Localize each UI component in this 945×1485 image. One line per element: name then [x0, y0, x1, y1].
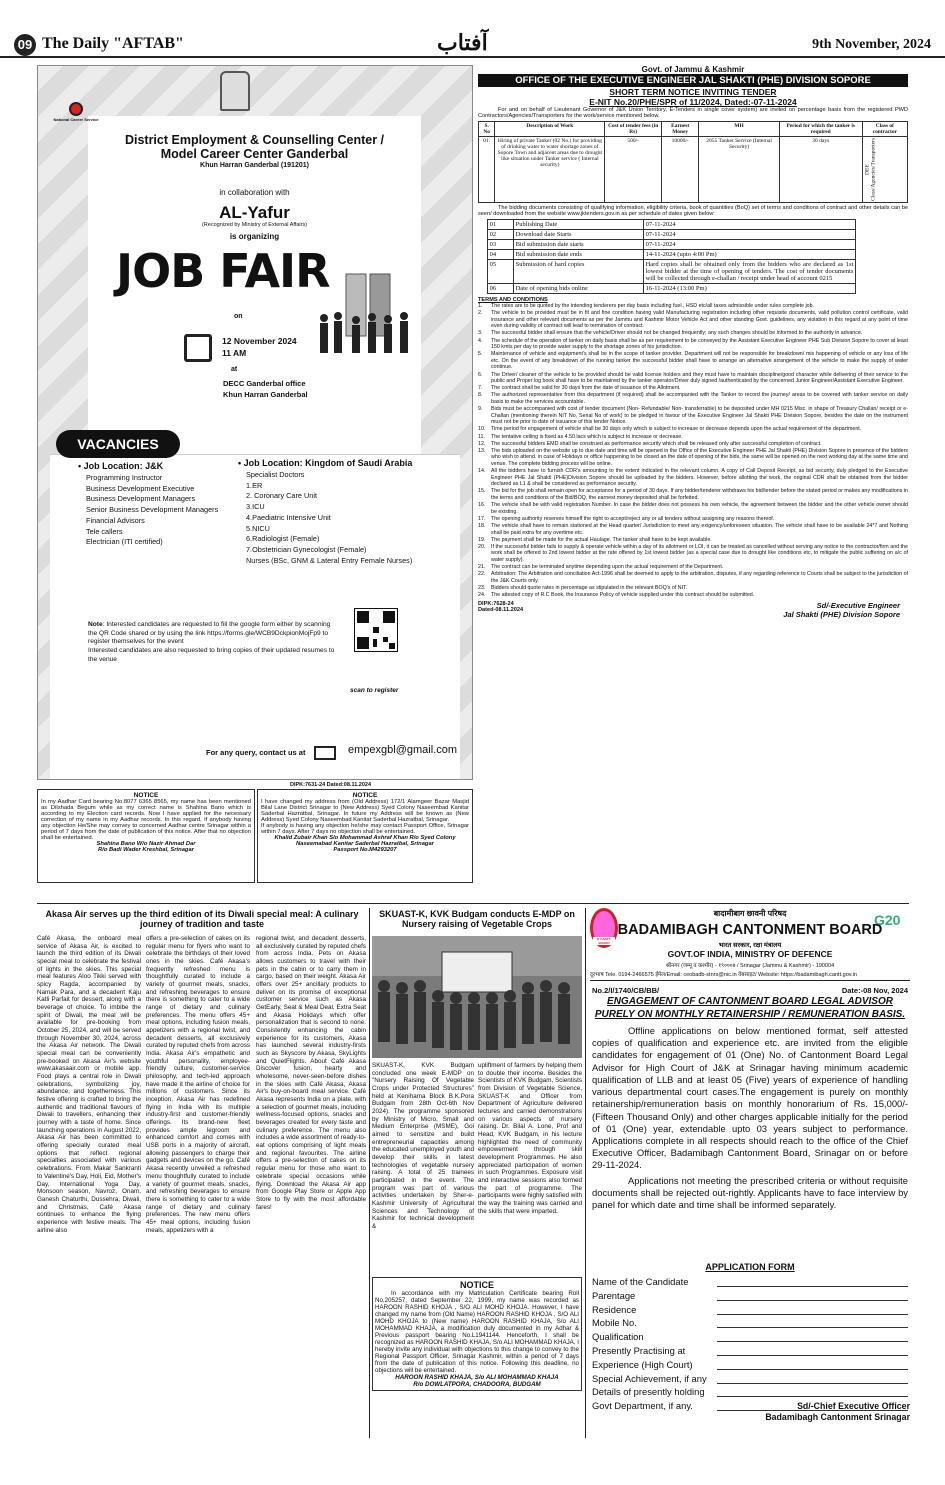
table-cell: Bid submission date ends [513, 250, 643, 260]
cb-para-1: Offline applications on below mentioned format, self attested copies of qualification and experience etc. are invited from the eligible candidates for engagement of 01 (One) No. of Cantonment Board Legal Advisor for High Court of J&K at Srinagar having minimum academic qualification of LLB and at least 05 (Five) years of experience of handling various departmental court cases.The engagement is purely on monthly retainership/remuneration basis on monthly honorarium of Rs. 15,000/- (Fifteen Thousand Only) and other charges applicable initially for the period of 01 (One) year, extendable upto 03 years subject to performance. Applications complete in all respects should reach to the office of the Chief Executive Officer, Badamibagh Cantonment Board, Srinagar on or before 29-11-2024. [592, 1025, 908, 1171]
term-item [478, 488, 908, 501]
application-form-title: APPLICATION FORM [705, 1262, 795, 1272]
notice-title: NOTICE [133, 792, 159, 799]
notice-body: I have changed my address from (Old Address) 172/1 Alamgeer Bazar Masjid Bilal Lane District Srinagar to (New Address) Syed Colony Naseembad Kanitar Saderbal Hazratbal, Srinagar. In future my Address will be known as (New Address) Syed Colony Naseembad Kanitar Saderbal Hazratbal, Srinagar. [261, 799, 469, 823]
cb-contact[interactable]: दूरभाष Tele. 0194-2466575 ईमेल/Email: ceobadb-stnrs@nic.in वेबसाइट/ Website: https://badamibagh.cantt.gov.in [590, 970, 910, 981]
tender-notice [478, 65, 908, 897]
divider [369, 908, 370, 1438]
form-field [592, 1358, 908, 1372]
field-label: Presently Practising at [592, 1344, 686, 1356]
cb-address: श्रीनगर (जम्मू व कश्मीर) - १९०००४ / Srinagar (Jammu & Kashmir) - 190004 [665, 963, 835, 969]
ncs-label: National Career Service [53, 117, 99, 122]
column-header: Description of Work [495, 122, 605, 137]
term-item [478, 330, 908, 337]
term-number: 13. [478, 447, 486, 454]
term-text: Bidders should quote rates in percentage as stipulated in the relevant BOQ's of NIT. [491, 584, 688, 591]
email-icon [314, 746, 336, 760]
masthead-logo: آفتاب [437, 30, 488, 56]
table-cell: 2055 Tanker Service (Internal Security) [699, 137, 780, 203]
table-cell: Hard copies shall be obtained only from the bidders who are declared as 1st lowest bidder at the time of opening of tenders. The cost of tender documents will be collected through e-challan / receipt under head of account 0215 [643, 260, 856, 284]
term-number: 2. [478, 310, 483, 317]
term-text: The opening authority reserves himself the right to accept/reject any or all tenders without assigning any reasons thereof. [491, 515, 775, 522]
page-number: 09 [14, 34, 36, 56]
tender-short-title: SHORT TERM NOTICE INVITING TENDER [609, 87, 777, 97]
table-cell: Download date Starts [513, 230, 643, 240]
term-item [478, 523, 908, 536]
tender-intro: For and on behalf of Lieutenant Governor of J&K Union Territory, E-Tenders in single cover system) are invited on percentage basis from the registered PWD Contractors/Agencies/Transporters for the work/service mentioned below. [478, 107, 908, 119]
term-number: 18. [478, 523, 486, 529]
list-item: Electrician (ITI certified) [86, 537, 163, 547]
cb-signature: Sd/-Chief Executive Officer Badamibagh Cantonment Srinagar [765, 1401, 910, 1423]
note-text: : Interested candidates are requested to fill the google form either by scanning the QR Code shared or by using the link https://forms.gle/WCB9DckpionMojFp9 to register themselves for the event [88, 621, 331, 646]
field-label: Qualification [592, 1331, 644, 1343]
venue-line-1: DECC Ganderbal office [223, 379, 306, 388]
org-address: Khun Harran Ganderbal (191201) [200, 162, 309, 169]
notice-body: In my Aadhar Card bearing No.8077 6365 8565, my name has been mentioned as Dilshada Begum while as my correct name is Shahina Bano which is according to my Election card records. Now I have applied for the necessary correction of my name in my Aadhar records. In this regard, if anybody having any objection He/She may convey to concerned Aadhar centre Srinagar within a period of 7 days from the date of publication of this notice. After that no objection shall be entertained. [41, 799, 251, 841]
term-text: The vehicle shall have to remain stationed at the Head quarter/ Jurisdiction to meet any exigency/unforeseen situation. The vehicle shall have to be available 24*7 and Nothing shall be paid extra for any overtime etc. [491, 523, 908, 536]
skuast-headline[interactable]: SKUAST-K, KVK Budgam conducts E-MDP on Nursery raising of Vegetable Crops [379, 909, 575, 930]
term-item [478, 385, 908, 392]
cantonment-board-ad [590, 908, 910, 1438]
form-field [592, 1330, 908, 1344]
term-text: The vehicle to be provided must be in fit and fine condition having valid Manufacturing registration including other requisite documents, valid pollution control certificate, valid insurance and other relevant documents as per the Jammu and Kashmir Motor Vehicle Act and other standing Govt. guidelines, any violation in this regard at any point of time even during validity of contract will lead to termination of contract. [491, 310, 908, 330]
term-text: All the bidders have to furnish CDR's amounting to the extent indicated in the relevant column. A copy of Call Deposit Receipt, as bid security, duly pledged to the Executive Engineer PHE Jal Shakti (PHE)Division Sopore should be uploaded by the bidders. However, before allotting the work, the original CDR shall be obtained from the bidder declared as L1 & shall be considered as performance security. [491, 468, 908, 488]
term-text: If the successful bidder fails to supply & operate vehicle within a day of its allotment or LOI, it can be treated as cancelled without serving any notice to the contractor/firm and the work shall be offered to 2nd lowest bidder at the rate offered by 1st lowest bidder (as a special case due to drought like conditions etc, to mitigate the public suffering on a/c of water supply). [491, 543, 908, 564]
skuast-column-1: SKUAST-K, KVK Budgam concluded one week E-MDP on "Nursery Raising Of Vegetable Crops under Protected Structures" held at Kenihama Block B.K.Pora Budgam from 28th Oct-6th Nov 2024). The programme sponsored by Ministry of Micro, Small and Medium Enterprise (MSME), Goi aimed to sensitize and build entrepreneurial capacities among the educated unemployed youth and develop their skills in latest technologies of vegetable nursery raising. A total of 25 trainees participated in the event. The program was part of various activities undertaken by Sher-e-Kashmir University of Agricultural Sciences and Technology of Kashmir for technical development & [372, 1062, 474, 1231]
sa-list [238, 470, 418, 566]
column-header: Class of contractor [862, 122, 907, 137]
field-label: Name of the Candidate [592, 1276, 689, 1287]
list-item: Nurses (BSc, GNM & Lateral Entry Female Nurses) [246, 555, 413, 565]
term-number: 10. [478, 426, 486, 433]
field-blank-line[interactable] [717, 1374, 908, 1384]
term-number: 20. [478, 543, 486, 550]
org-title [88, 133, 421, 162]
table-cell: 01 [487, 220, 513, 230]
term-item [478, 338, 908, 351]
term-text: The Driver/ cleaner of the vehicle to be provided should be valid license holders and they must have to maintain discipline/good character while delivering of their service to the public and Proper log book shall have to be maintained by the tanker operator/Driver duly signed /authenticated by the concerned Junior Engineer/Assistant Executive Engineer. [491, 371, 908, 385]
list-item: 6.Radiologist (Female) [246, 534, 320, 544]
term-number: 5. [478, 351, 483, 358]
term-number: 19. [478, 536, 486, 543]
logo-text: B CANTT. BOARD [593, 937, 615, 945]
saudi-vacancies [238, 458, 418, 566]
query-label: For any query, contact us at [206, 748, 306, 757]
collab-text: in collaboration with [219, 188, 290, 197]
term-item [478, 564, 908, 571]
schedule-row [487, 284, 856, 294]
term-number: 9. [478, 406, 483, 413]
term-text: The vehicle shall be with valid registration Number. In case the bidder does not possess his own vehicle, the agreement between the bidder and the other vehicle owner should be existing. [491, 502, 908, 515]
tender-footer [478, 601, 908, 619]
term-item [478, 448, 908, 468]
tender-dipk: DIPK:7628-24 Dated-08.11.2024 [478, 600, 524, 613]
list-item: Business Development Executive [86, 483, 195, 493]
term-text: The successful bidders EMD shall be construed as performance security which shall be released only after successful completion of contract. [491, 440, 822, 447]
field-blank-line[interactable] [717, 1305, 908, 1315]
akasa-column-2: offers a pre-selection of cakes on its regular menu for flyers who want to celebrate the birthdays of their loved ones in the skies. Café Akasa's frequently refreshed menu is thoughtfully curated to include a variety of gourmet meals, snacks, and refreshing beverages to ensure there is something to cater to a wide range of dietary and culinary preferences. The menu offers 45+ meal options, including fusion meals, appetizers with a regional twist, and decadent desserts, all exclusively curated by reputed chefs from across India. Akasa Air's empathetic and youthful personality, employee-friendly culture, customer-service philosophy, and tech-led approach have made it the airline of choice for millions of customers. Since its inception, Akasa Air has redefined flying in India with its multiple industry-first and customer-friendly offerings. Its brand-new fleet provides ample legroom and enhanced comfort and comes with USB ports in a majority of aircraft, allowing passengers to charge their gadgets and devices on the go. Café Akasa recently unveiled a refreshed menu thoughtfully curated to include a variety of gourmet meals, snacks, and refreshing beverages to ensure there is something to cater to a wide range of dietary and culinary preferences. The new menu offers 45+ meal options, including fusion meals, appetizers with a [146, 935, 250, 1234]
term-text: The bid for the job shall remain open for acceptance for a period of 30 days. If any bidder/tenderer withdraws his bid/tender before the stated period or makes any modifications in the terms and conditions of the Bid/BOQ, the earnest money deposited shall be forfeited. [491, 488, 908, 502]
field-blank-line[interactable] [717, 1277, 908, 1287]
table-cell: 05 [487, 260, 513, 284]
note-label: Note [88, 621, 103, 628]
list-item: 7.Obstetrician Gynecologist (Female) [246, 545, 367, 555]
column-header: Period for which the tanker is required [779, 122, 862, 137]
divider [37, 903, 909, 904]
notice-address-change [257, 789, 473, 883]
cb-hindi-gov: भारत सरकार, रक्षा मंत्रालय [718, 942, 782, 949]
org-title-line-1: District Employment & Counselling Center / [124, 133, 385, 147]
application-form-fields [592, 1275, 908, 1413]
table-cell: 07-11-2024 [643, 220, 856, 230]
sa-heading: • Job Location: Kingdom of Saudi Arabia [238, 458, 413, 468]
term-item [478, 434, 908, 441]
term-text: The successful bidder shall ensure that the vehicle/Driver should not be changed frequently; any such changes should be informed to the authority in advance. [491, 330, 863, 337]
column-header: MH [699, 122, 780, 137]
akasa-headline[interactable]: Akasa Air serves up the third edition of its Diwali special meal: A culinary journey of tradition and taste [45, 909, 359, 930]
term-item [478, 441, 908, 448]
table-cell: 30 days [779, 137, 862, 203]
list-item: 5.NICU [246, 523, 270, 533]
akasa-column-1: Café Akasa, the onboard meal service of Akasa Air, is excited to launch the third edition of its Diwali special meal to celebrate the festival of lights in the skies. This special meal features Aloo Tikki served with spicy Ragda, accompanied by Namak Para, and a decadent Kaju Katli Parfait for dessert, along with a beverage of choice. To imbibe the spirit of Diwali, the meal will be available for pre-booking from October 25, 2024, and will be served through November 30, 2024, across the Akasa Air network. The Diwali special meal can be conveniently pre-booked on Akasa Air's website www.akasaair.com or mobile app. Food plays a central role in Diwali celebrations, symbolizing joy, abundance, and togetherness. This festive offering is crafted to bring the authentic and traditional flavours of Diwali to travellers, enhancing their journey with a taste of home. Since launching operations in August 2022, Akasa Air has been committed to offering specially curated meal options that reflect regional specialties associated with various celebrations. From Makar Sankranti to Valentine's Day, Holi, Eid, Mother's Day, International Yoga Day, Monsoon season, Navroz, Onam, Ganesh Chaturthi, Dussehra, Diwali, and Christmas, Café Akasa continues to enhance the flying experience with festive meals. The airline also [37, 935, 142, 1234]
ncs-logo-icon [69, 102, 83, 116]
term-number: 12. [478, 440, 486, 447]
term-number: 15. [478, 488, 486, 495]
list-item: Specialist Doctors [246, 470, 305, 479]
column-header: Earnest Money [662, 122, 699, 137]
national-emblem-icon [220, 71, 250, 111]
tender-signature: Sd/-Executive Engineer Jal Shakti (PHE) Division Sopore [783, 600, 900, 619]
term-text: Maintenance of vehicle and equipment's shall be in the scope of tanker provider. Department will not be responsible for breakdown/ mis happening of vehicle or any loss of life etc. On the event of any breakdown of the running tanker the successful bidder shall have to arrange an alternative arrangement of the vehicle to make the supply of water continue. [491, 351, 908, 371]
event-date: 12 November 2024 [222, 336, 297, 346]
field-label: Details of presently holding [592, 1386, 705, 1398]
list-item: 4.Paediatric Intensive Unit [246, 512, 331, 522]
term-text: The payment shall be made for the actual Haulage. The tanker shall have to be kept available. [491, 536, 712, 543]
table-cell: 02 [487, 230, 513, 240]
term-item [478, 502, 908, 515]
event-time: 11 AM [222, 348, 247, 358]
notice-body-2: If anybody is having any objection he/she may contact Passport Office, Srinagar within 7 days. After 7 days no objection shall be entertained. [261, 823, 469, 835]
term-text: Arbitration: The Arbitration and conciliation Act-1996 shall be deemed to apply to the arbitration, disputes, if any regarding reference to Courts shall be subject to the jurisdiction of the J&K Courts only. [491, 571, 908, 584]
list-item: Tele callers [86, 526, 123, 536]
table-cell: 500/- [605, 137, 662, 203]
table-cell: 07-11-2024 [643, 230, 856, 240]
field-label: Mobile No. [592, 1317, 637, 1329]
table-cell: Bid submission date starts [513, 240, 643, 250]
term-text: Bids must be accompanied with cost of tender document (Non- Refundable/ Non- transferrable) to be deposited under MH 0215 Misc. in shape of Treasury Challan/ receipt or e-Challan (mentioning therein NIT No, Serial No of work) to be pledged in favour of the Executive Engineer Jal Shakti PHE Division Sopore, besides the date on the instrument must not be prior to date of issuance of this tender Notice. [491, 406, 908, 426]
table-cell: 14-11-2024 (upto 4:00 Pm) [643, 250, 856, 260]
partner-name: AL-Yafur [219, 203, 290, 222]
on-text: on [234, 313, 243, 320]
form-field [592, 1303, 908, 1317]
cb-body [592, 1025, 908, 1211]
term-text: The authorized representative from this department (if required) shall be accompanied with the Tanker to record the journey/ areas to be covered with tanker service on daily basis to make the services accountable. [491, 392, 908, 406]
tender-bidding-text: The bidding documents consisting of qualifying information, eligibility criteria, book of quantities (BoQ) set of terms and conditions of contract and other details can be seen/ downloaded from the website www.jktenders.gov.in as per schedule of dates given below: [478, 205, 908, 217]
list-item: Business Development Managers [86, 494, 196, 504]
term-number: 6. [478, 371, 483, 378]
field-blank-line[interactable] [717, 1291, 908, 1301]
table-row [479, 137, 908, 203]
notice-title: NOTICE [459, 1280, 494, 1290]
term-item [478, 406, 908, 426]
schedule-row [487, 230, 856, 240]
cb-date: Date:-08 Nov, 2024 [841, 986, 908, 995]
contact-email[interactable]: empexgbl@gmail.com [348, 744, 457, 756]
terms-list [478, 303, 908, 599]
qr-code[interactable] [354, 608, 398, 652]
term-text: The rates are to be quoted by the intending tenderers per day basis including fuel , HSD etc/all taxes admissible under rules complete job. [491, 303, 814, 309]
term-number: 24. [478, 592, 486, 599]
field-label: Special Achievement, if any [592, 1372, 707, 1384]
partner-subtitle: (Recognized by Ministry of External Affairs) [201, 222, 308, 228]
term-number: 7. [478, 385, 483, 392]
form-field [592, 1385, 908, 1399]
field-label: Govt Department, if any. [592, 1400, 693, 1412]
form-field [592, 1372, 908, 1386]
term-item [478, 585, 908, 592]
table-cell: 06 [487, 284, 513, 294]
term-item [478, 351, 908, 371]
field-label: Parentage [592, 1289, 636, 1301]
list-item: 3.ICU [246, 502, 265, 512]
schedule-row [487, 220, 856, 230]
term-number: 1. [478, 303, 483, 309]
term-number: 16. [478, 502, 486, 509]
term-number: 8. [478, 392, 483, 399]
at-text: at [231, 366, 238, 373]
tender-schedule-table [487, 219, 857, 294]
term-number: 11. [478, 433, 485, 440]
form-field [592, 1289, 908, 1303]
cb-headline: ENGAGEMENT OF CANTONMENT BOARD LEGAL ADVISOR PURELY ON MONTHLY RETAINERSHIP / REMUNERATION BASIS. [594, 996, 906, 1020]
job-fair-note [88, 621, 340, 665]
term-number: 22. [478, 571, 486, 578]
vacancies-badge: VACANCIES [56, 430, 180, 458]
term-text: The schedule of the operation of tanker on daily basis shall be as per requirement to be conveyed by the Assistant Executive Engineer PHE Sub Division Sopore to cover at least 150 kmts per day to provide water supply to the shortage zones of his jurisdiction. [491, 337, 908, 351]
cb-para-2: Applications not meeting the prescribed criteria or without requisite documents shall be rejected out-rightly. Applicants have to face interview by panel for which date and time shall be informed separately. [592, 1174, 908, 1211]
term-item [478, 592, 908, 599]
paper-name: The Daily "AFTAB" [42, 35, 184, 52]
notice-signature: Khalid Zubair Khan S/o Mohammad Ashraf Khan R/o Syed Colony Naseemabad Kanitar Saderbal Hazratbal, Srinagar Passport No.M4293207 [274, 835, 456, 853]
notice-name-change [372, 1277, 582, 1391]
field-blank-line[interactable] [717, 1318, 908, 1328]
table-cell: 16-11-2024 (13:00 Pm) [643, 284, 856, 294]
table-cell: Date of opening bids online [513, 284, 643, 294]
tender-enit-no: E-NIT No.20/PHE/SPR of 11/2024, Dated:-07-11-2024 [589, 97, 797, 107]
term-number: 4. [478, 337, 483, 344]
notice-signature: Shahina Bano W/o Nazir Ahmad Dar R/o Badi Wader Kreshbal, Srinagar [96, 841, 196, 853]
field-blank-line[interactable] [717, 1346, 908, 1356]
field-blank-line[interactable] [717, 1332, 908, 1342]
list-item: Programming Instructor [86, 473, 163, 482]
term-number: 23. [478, 584, 486, 591]
notice-signature: HAROON RASHID KHAJA, S/o ALI MOHAMMAD KHAJA R/o DOWLATPORA, CHADOORA, BUDGAM [395, 1374, 559, 1388]
job-fair-dipk: DIPK:7631-24 Dated:08.11.2024 [290, 782, 372, 788]
field-blank-line[interactable] [717, 1387, 908, 1397]
term-item [478, 537, 908, 544]
term-item [478, 468, 908, 488]
notice-body: In accordance with my Matriculation Certificate bearing Roll No.205257, dated September 22, 1999, my name was recorded as HAROON RASHID KHOJA , S/O ALI MOHD KHOJA. However, I have changed my name from (Old Name) HAROON RASHID KHOJA , S/O ALI MOHD KHOJA to (New name) HAROON RASHID KHAJA, S/o ALI MOHAMMAD KHAJA, a modification duly documented in my Adhar & Previous passport bearing No.L1941144. Henceforth, I shall be recognized as HAROON RASHID KHAJA, S/o ALI MOHAMMAD KHAJA. I hereby invite any individual with objections to this change to convey to the Regional Passport Officer, Srinagar Kashmir, within a period of 7 days from the date of publication of this notice. Following this deadline, no objections will be entertained. [375, 1290, 579, 1374]
table-cell: DEE Class/Agencies/Transporters [862, 137, 907, 203]
list-item: 1.ER [246, 480, 263, 490]
term-text: The bids uploaded on the website up to due date and time will be opened in the Office of the Executive Engineer PHE Jal Shakti (PHE) Division Sopore in presence of the bidders who wish to attend. in case of Holidays or office happening to be closed an the date of opening of the bids, the same will be opened on the next working day at the same time and venue. The complete bidding process will be online. [491, 447, 908, 468]
schedule-row [487, 240, 856, 250]
term-number: 3. [478, 330, 483, 337]
calendar-icon [184, 334, 212, 362]
term-number: 14. [478, 468, 486, 475]
table-cell: 01. [479, 137, 495, 203]
cb-hindi-title: बादामीबाग छावनी परिषद [713, 909, 787, 918]
tender-office: OFFICE OF THE EXECUTIVE ENGINEER JAL SHAKTI (PHE) DIVISION SOPORE [478, 74, 908, 87]
job-fair-ad [37, 65, 473, 780]
cb-gov: GOVT.OF INDIA, MINISTRY OF DEFENCE [667, 949, 833, 959]
list-item: Senior Business Development Managers [86, 505, 219, 515]
schedule-row [487, 250, 856, 260]
form-field [592, 1316, 908, 1330]
table-cell: Publishing Date [513, 220, 643, 230]
issue-date: 9th November, 2024 [812, 37, 931, 52]
form-field [592, 1275, 908, 1289]
term-item [478, 426, 908, 433]
term-item [478, 392, 908, 405]
table-cell: 04 [487, 250, 513, 260]
notice-aadhar [37, 789, 255, 883]
term-number: 17. [478, 515, 486, 522]
term-text: The tentative ceiling is fixed as 4.50 lacs which is subject to increase or decrease. [491, 433, 683, 440]
skuast-column-2: upliftment of farmers by helping them to double their income. Besides the Scientists of KVK Budgam, Scientists from Division of Vegetable Science, SKUAST-K and Officer from Department of Agriculture delivered lectures and carried demonstrations on various aspects of nursery raising. Dr. Bilal A. Lone, Prof and Head, KVK Budgam, in his lecture highlighted the need of community empowerment through skill development Programmes. He also appreciated participation of women in such Programmes. Exposure visit and interactive sessions also formed the part of programme. The participants were highly satisfied with the way the training was carried and the skills that were imparted. [478, 1062, 582, 1215]
cb-letter-no: No.2/I/1740/CB/BB/ [592, 986, 660, 995]
tender-work-table [478, 121, 908, 203]
column-header: Cost of tender fees (in Rs) [605, 122, 662, 137]
notice-title: NOTICE [352, 792, 378, 799]
term-number: 21. [478, 564, 486, 571]
term-text: The contract can be terminated anytime depending upon the actual requirement of the Department. [491, 564, 724, 571]
table-header-row [479, 122, 908, 137]
term-text: Time period for engagement of vehicle shall be 30 days only which is subject to increase or decrease depends upon the actual requirement of the department. [491, 426, 862, 433]
terms-title: TERMS AND CONDITIONS [478, 297, 548, 303]
list-item: 2. Coronary Care Unit [246, 491, 317, 501]
column-header: S. No [479, 122, 495, 137]
field-blank-line[interactable] [717, 1360, 908, 1370]
divider [585, 908, 586, 1438]
page-header [0, 0, 945, 58]
term-item [478, 516, 908, 523]
schedule-row [487, 260, 856, 284]
table-cell: Hiring of private Tanker (02 No.) for providing of drinking water to water shortage zones of Sopore Town and adjacent areas due to drought like situation under Tanker service ( Internal security) [495, 137, 605, 203]
job-fair-title: JOB FAIR [116, 244, 330, 298]
group-photo-illustration [372, 936, 582, 1058]
term-item [478, 303, 908, 310]
scan-label: scan to register [350, 687, 399, 694]
tender-gov: Govt. of Jammu & Kashmir [641, 65, 745, 74]
note-text-2: Interested candidates are also requested to bring copies of their updated resumes to the venue [88, 647, 335, 663]
term-item [478, 310, 908, 330]
field-label: Residence [592, 1303, 637, 1315]
skuast-group-photo [372, 936, 582, 1058]
term-item [478, 544, 908, 564]
org-title-line-2: Model Career Center Ganderbal [160, 147, 349, 162]
organizing-text: is organizing [229, 232, 280, 241]
table-cell: 10000/- [662, 137, 699, 203]
ncs-logo [46, 102, 106, 126]
term-item [478, 571, 908, 584]
venue-line-2: Khun Harran Ganderbal [223, 390, 308, 399]
list-item: Financial Advisors [86, 515, 145, 525]
term-text: The attested copy of R.C Book, the Insurance Policy of vehicle supplied under this contract should be submitted. [491, 592, 755, 599]
form-field [592, 1344, 908, 1358]
cb-title: BADAMIBAGH CANTONMENT BOARD [617, 922, 883, 938]
business-people-illustration [314, 270, 416, 360]
table-cell: Submission of hard copies [513, 260, 643, 284]
table-cell: 03 [487, 240, 513, 250]
term-item [478, 372, 908, 385]
table-cell: 07-11-2024 [643, 240, 856, 250]
akasa-column-3: regional twist, and decadent desserts, all exclusively curated by reputed chefs from across India. Pets on Akasa allows customers to travel with their pets in the cabin or to carry them in cargo, based on their weight. Akasa Air offers over 25+ ancillary products to deliver on its promise of exceptional customer service such as Akasa GetEarly, Seat & Meal Deal, Extra Seat and Akasa Holidays which offer personalization that is second to none. Consistently enhancing the cabin experience for its customers, Akasa has launched several industry-firsts such as Skyscore by Akasa, SkyLights and QuietFlights. About Café Akasa Discover fusion, hearty and wholesome, never-seen-before dishes in the skies with Café Akasa, Akasa Air's buy-on-board meal service. Café Akasa represents India on a plate, with a selection of gourmet meals, including wellness-focused options, snacks and beverages created for every taste and culinary preference. The menu also includes a wide assortment of ready-to-eat options comprising of light meals and regional favourites. The airline offers a pre-selection of cakes on its regular menu for those who want to celebrate special occasions while flying. Download the Akasa Air app from Google Play Store or Apple App Store to fly with the most affordable fares! [256, 935, 366, 1211]
g20-logo-icon: G20 [874, 912, 901, 928]
field-label: Experience (High Court) [592, 1358, 693, 1370]
jk-heading: • Job Location: J&K [78, 461, 164, 471]
term-text: The contract shall be valid for 30 days from the date of issuance of the Allotment. [491, 385, 681, 392]
